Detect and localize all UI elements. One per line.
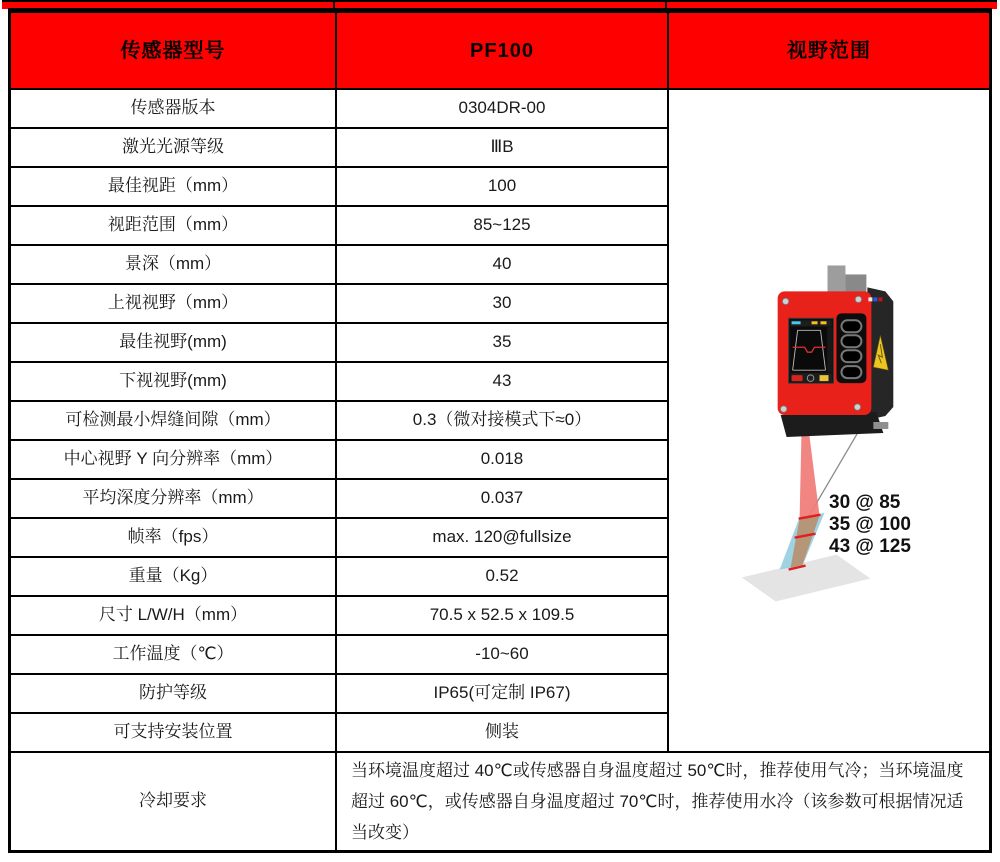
spec-label-protection-rating: 防护等级 [11, 673, 335, 712]
sensor-device-illustration [669, 90, 989, 751]
spec-value-cooling: 当环境温度超过 40℃或传感器自身温度超过 50℃时，推荐使用气冷；当环境温度超过 60℃，或传感器自身温度超过 70℃时，推荐使用水冷（该参数可根据情况适当改变） [335, 751, 989, 850]
fov-label-43-125: 43 @ 125 [829, 536, 911, 557]
spec-value-sensor-version: 0304DR-00 [335, 88, 667, 127]
spec-label-dimensions: 尺寸 L/W/H（mm） [11, 595, 335, 634]
spec-label-mounting-position: 可支持安装位置 [11, 712, 335, 751]
header-cell-sensor-model: 传感器型号 [11, 13, 335, 88]
spec-label-best-distance: 最佳视距（mm） [11, 166, 335, 205]
spec-label-min-gap: 可检测最小焊缝间隙（mm） [11, 400, 335, 439]
spec-label-distance-range: 视距范围（mm） [11, 205, 335, 244]
spec-value-distance-range: 85~125 [335, 205, 667, 244]
connector-ports [836, 313, 866, 383]
fov-figure-cell [667, 88, 989, 751]
spec-label-depth-resolution: 平均深度分辨率（mm） [11, 478, 335, 517]
spec-value-laser-class: ⅢB [335, 127, 667, 166]
spec-value-upper-fov: 30 [335, 283, 667, 322]
display-screen [789, 318, 834, 383]
spec-label-frame-rate: 帧率（fps） [11, 517, 335, 556]
spec-label-best-fov: 最佳视野(mm) [11, 322, 335, 361]
spec-value-protection-rating: IP65(可定制 IP67) [335, 673, 667, 712]
fov-label-30-85: 30 @ 85 [829, 492, 901, 513]
mounting-bracket [828, 265, 867, 295]
ground-plane [742, 555, 871, 602]
fov-label-group [829, 492, 911, 558]
spec-value-best-distance: 100 [335, 166, 667, 205]
spec-value-operating-temp: -10~60 [335, 634, 667, 673]
spec-value-depth-resolution: 0.037 [335, 478, 667, 517]
spec-label-cooling: 冷却要求 [11, 751, 335, 850]
spec-value-frame-rate: max. 120@fullsize [335, 517, 667, 556]
sensor-base [781, 412, 884, 437]
spec-label-lower-fov: 下视视野(mm) [11, 361, 335, 400]
spec-label-depth-of-field: 景深（mm） [11, 244, 335, 283]
status-led-dots [868, 297, 882, 301]
spec-label-upper-fov: 上视视野（mm） [11, 283, 335, 322]
spec-label-sensor-version: 传感器版本 [11, 88, 335, 127]
header-cell-pf100: PF100 [335, 13, 667, 88]
spec-value-mounting-position: 侧装 [335, 712, 667, 751]
spec-value-weight: 0.52 [335, 556, 667, 595]
spec-value-dimensions: 70.5 x 52.5 x 109.5 [335, 595, 667, 634]
sensor-spec-table [8, 8, 992, 853]
spec-value-best-fov: 35 [335, 322, 667, 361]
spec-value-depth-of-field: 40 [335, 244, 667, 283]
base-tab [873, 422, 888, 429]
spec-value-min-gap: 0.3（微对接模式下≈0） [335, 400, 667, 439]
laser-beam [800, 429, 820, 519]
spec-label-operating-temp: 工作温度（℃） [11, 634, 335, 673]
spec-value-lower-fov: 43 [335, 361, 667, 400]
spec-label-y-resolution: 中心视野 Y 向分辨率（mm） [11, 439, 335, 478]
spec-label-laser-class: 激光光源等级 [11, 127, 335, 166]
fov-label-35-100: 35 @ 100 [829, 514, 911, 535]
header-cell-fov-range: 视野范围 [667, 13, 989, 88]
spec-value-y-resolution: 0.018 [335, 439, 667, 478]
spec-label-weight: 重量（Kg） [11, 556, 335, 595]
